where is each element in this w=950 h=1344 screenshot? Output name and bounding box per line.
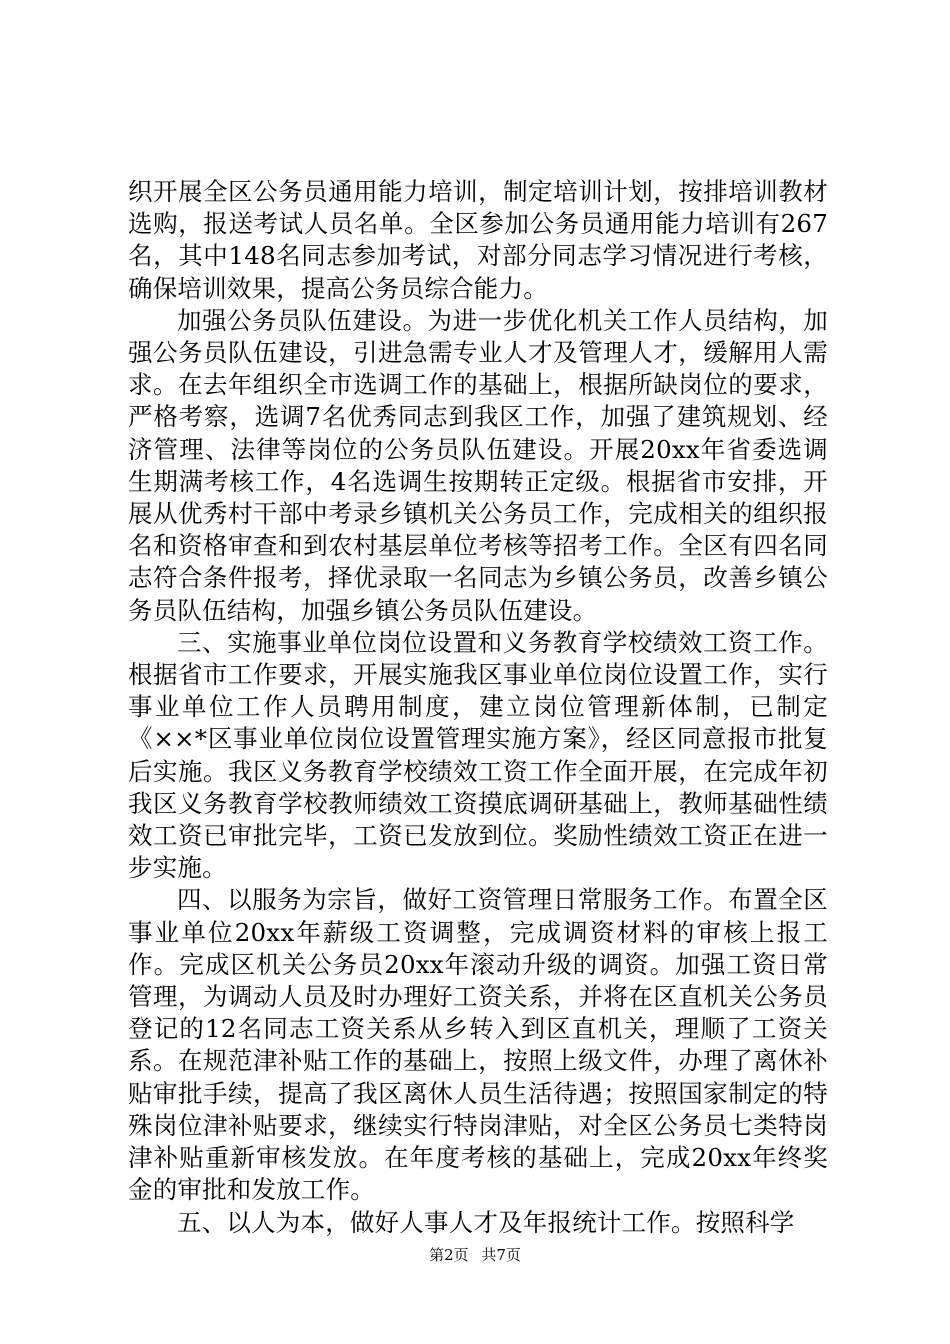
page-number: 第2页: [429, 1246, 469, 1264]
paragraph-2: 加强公务员队伍建设。为进一步优化机关工作人员结构，加强公务员队伍建设，引进急需专业人才及管理人才，缓解用人需求。在去年组织全市选调工作的基础上，根据所缺岗位的要求，严格考察，选调7名优秀同志到我区工作，加强了建筑规划、经济管理、法律等岗位的公务员队伍建设。开展20xx年省委选调生期满考核工作，4名选调生按期转正定级。根据省市安排，开展从优秀村干部中考录乡镇机关公务员工作，完成相关的组织报名和资格审查和到农村基层单位考核等招考工作。全区有四名同志符合条件报考，择优录取一名同志为乡镇公务员，改善乡镇公务员队伍结构，加强乡镇公务员队伍建设。: [128, 305, 828, 625]
paragraph-4: 四、以服务为宗旨，做好工资管理日常服务工作。布置全区事业单位20xx年薪级工资调整，完成调资材料的审核上报工作。完成区机关公务员20xx年滚动升级的调资。加强工资日常管理，为调动人员及时办理好工资关系，并将在区直机关公务员登记的12名同志工资关系从乡转入到区直机关，理顺了工资关系。在规范津补贴工作的基础上，按照上级文件，办理了离休补贴审批手续，提高了我区离休人员生活待遇；按照国家制定的特殊岗位津补贴要求，继续实行特岗津贴，对全区公务员七类特岗津补贴重新审核发放。在年度考核的基础上，完成20xx年终奖金的审批和发放工作。: [128, 885, 828, 1205]
document-body: [128, 176, 828, 1239]
page-total: 共7页: [481, 1246, 521, 1264]
paragraph-1: 织开展全区公务员通用能力培训，制定培训计划，按排培训教材选购，报送考试人员名单。全区参加公务员通用能力培训有267名，其中148名同志参加考试，对部分同志学习情况进行考核，确保培训效果，提高公务员综合能力。: [128, 177, 828, 303]
page-footer: [0, 1245, 950, 1265]
paragraph-3: 三、实施事业单位岗位设置和义务教育学校绩效工资工作。根据省市工作要求，开展实施我区事业单位岗位设置工作，实行事业单位工作人员聘用制度，建立岗位管理新体制，已制定《××*区事业单位岗位设置管理实施方案》，经区同意报市批复后实施。我区义务教育学校绩效工资工作全面开展，在完成年初我区义务教育学校教师绩效工资摸底调研基础上，教师基础性绩效工资已审批完毕，工资已发放到位。奖励性绩效工资正在进一步实施。: [128, 627, 828, 883]
paragraph-5: 五、以人为本，做好人事人才及年报统计工作。按照科学: [177, 1207, 795, 1237]
